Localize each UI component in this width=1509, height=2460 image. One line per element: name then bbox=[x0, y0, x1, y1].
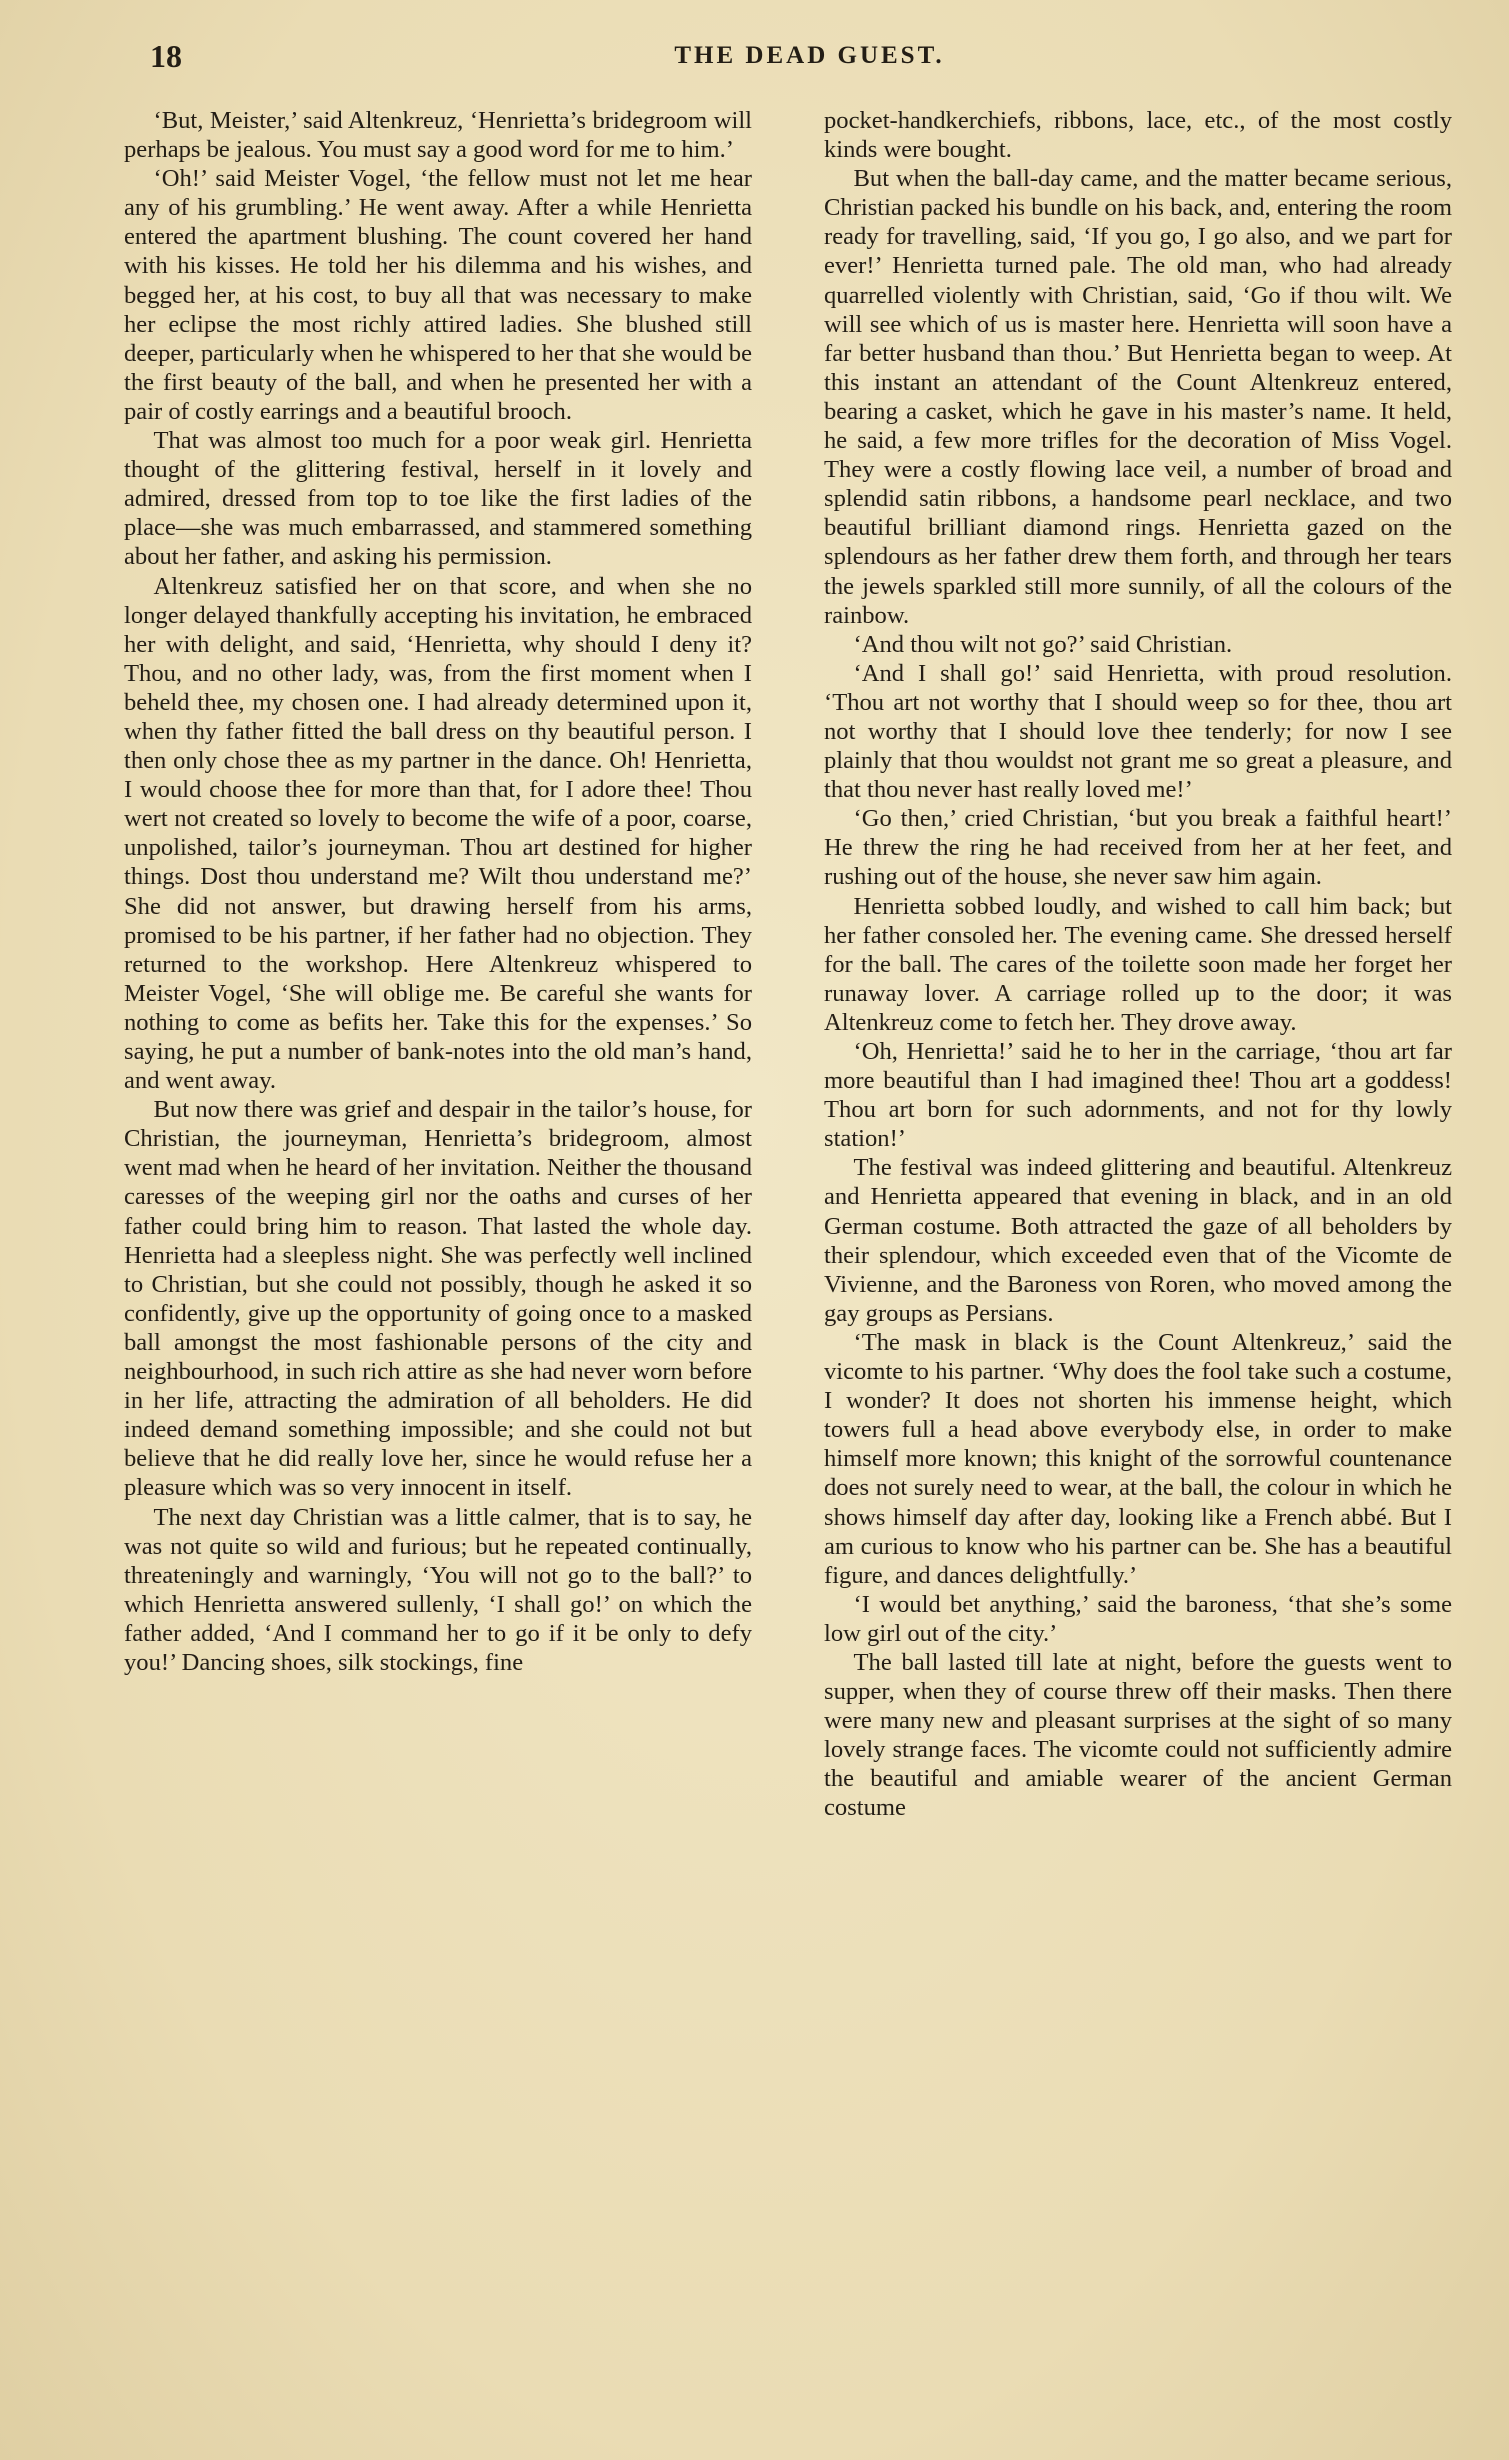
paragraph: ‘Oh!’ said Meister Vogel, ‘the fellow must not let me hear any of his grumbling.’ He went away. After a while Henrietta entered the apartment blushing. The count covered her hand with his kisses. He told her his dilemma and his wishes, and begged her, at his cost, to buy all that was necessary to make her eclipse the most richly attired ladies. She blushed still deeper, particularly when he whispered to her that she would be the first beauty of the ball, and when he presented her with a pair of costly earrings and a beautiful brooch. bbox=[124, 165, 752, 425]
right-column bbox=[824, 106, 1452, 1823]
paragraph: ‘I would bet anything,’ said the baroness, ‘that she’s some low girl out of the city.’ bbox=[824, 1590, 1452, 1647]
paragraph: The next day Christian was a little calmer, that is to say, he was not quite so wild and furious; but he repeated continually, threateningly and warningly, ‘You will not go to the ball?’ to which Henrietta answered sullenly, ‘I shall go!’ on which the father added, ‘And I command her to go if it be only to defy you!’ Dancing shoes, silk stockings, fine bbox=[124, 1503, 752, 1676]
paragraph: That was almost too much for a poor weak girl. Henrietta thought of the glittering festival, herself in it lovely and admired, dressed from top to toe like the first ladies of the place—she was much embarrassed, and stammered something about her father, and asking his permission. bbox=[124, 427, 752, 571]
paragraph: ‘Oh, Henrietta!’ said he to her in the carriage, ‘thou art far more beautiful than I had imagined thee! Thou art a goddess! Thou art born for such adornments, and not for thy lowly station!’ bbox=[824, 1038, 1452, 1153]
page-header bbox=[150, 38, 1469, 88]
paragraph: ‘The mask in black is the Count Altenkreuz,’ said the vicomte to his partner. ‘Why does the fool take such a costume, I wonder? It does not shorten his immense height, which towers full a head above everybody else, in order to make himself more known; this knight of the sorrowful countenance does not surely need to wear, at the ball, the colour in which he shows himself day after day, looking like a French abbé. But I am curious to know who his partner can be. She has a beautiful figure, and dances delightfully.’ bbox=[824, 1328, 1452, 1589]
left-column bbox=[124, 106, 752, 1677]
paragraph: ‘Go then,’ cried Christian, ‘but you break a faithful heart!’ He threw the ring he had received from her at her feet, and rushing out of the house, she never saw him again. bbox=[824, 805, 1452, 891]
paragraph: Henrietta sobbed loudly, and wished to call him back; but her father consoled her. The evening came. She dressed herself for the ball. The cares of the toilette soon made her forget her runaway lover. A carriage rolled up to the door; it was Altenkreuz come to fetch her. They drove away. bbox=[824, 892, 1452, 1036]
paragraph: Altenkreuz satisfied her on that score, and when she no longer delayed thankfully accepting his invitation, he embraced her with delight, and said, ‘Henrietta, why should I deny it? Thou, and no other lady, was, from the first moment when I beheld thee, my chosen one. I had already determined upon it, when thy father fitted the ball dress on thy beautiful person. I then only chose thee as my partner in the dance. Oh! Henrietta, I would choose thee for more than that, for I adore thee! Thou wert not created so lovely to become the wife of a poor, coarse, unpolished, tailor’s journeyman. Thou art destined for higher things. Dost thou understand me? Wilt thou understand me?’ She did not answer, but drawing herself from his arms, promised to be his partner, if her father had no objection. They returned to the workshop. Here Altenkreuz whispered to Meister Vogel, ‘She will oblige me. Be careful she wants for nothing to come as befits her. Take this for the expenses.’ So saying, he put a number of bank-notes into the old man’s hand, and went away. bbox=[124, 572, 752, 1095]
paragraph: ‘But, Meister,’ said Altenkreuz, ‘Henrietta’s bridegroom will perhaps be jealous. You must say a good word for me to him.’ bbox=[124, 107, 752, 164]
paragraph: But now there was grief and despair in the tailor’s house, for Christian, the journeyman, Henrietta’s bridegroom, almost went mad when he heard of her invitation. Neither the thousand caresses of the weeping girl nor the oaths and curses of her father could bring him to reason. That lasted the whole day. Henrietta had a sleepless night. She was perfectly well inclined to Christian, but she could not possibly, though he asked it so confidently, give up the opportunity of going once to a masked ball amongst the most fashionable persons of the city and neighbourhood, in such rich attire as she had never worn before in her life, attracting the admiration of all beholders. He did indeed demand something impossible; and she could not but believe that he did really love her, since he would refuse her a pleasure which was so very innocent in itself. bbox=[124, 1096, 752, 1502]
paragraph: But when the ball-day came, and the matter became serious, Christian packed his bundle on his back, and, entering the room ready for travelling, said, ‘If you go, I go also, and we part for ever!’ Henrietta turned pale. The old man, who had already quarrelled violently with Christian, said, ‘Go if thou wilt. We will see which of us is master here. Henrietta will soon have a far better husband than thou.’ But Henrietta began to weep. At this instant an attendant of the Count Altenkreuz entered, bearing a casket, which he gave in his master’s name. It held, he said, a few more trifles for the decoration of Miss Vogel. They were a costly flowing lace veil, a number of broad and splendid satin ribbons, a handsome pearl necklace, and two beautiful brilliant diamond rings. Henrietta gazed on the splendours as her father drew them forth, and through her tears the jewels sparkled still more sunnily, of all the colours of the rainbow. bbox=[824, 165, 1452, 629]
page-number: 18 bbox=[150, 38, 182, 74]
paragraph: ‘And I shall go!’ said Henrietta, with proud resolution. ‘Thou art not worthy that I should weep so for thee, thou art not worthy that I should love thee tenderly; for now I see plainly that thou wouldst not grant me so great a pleasure, and that thou never hast really loved me!’ bbox=[824, 659, 1452, 804]
paragraph: The festival was indeed glittering and beautiful. Altenkreuz and Henrietta appeared that evening in black, and in an old German costume. Both attracted the gaze of all beholders by their splendour, which exceeded even that of the Vicomte de Vivienne, and the Baroness von Roren, who moved among the gay groups as Persians. bbox=[824, 1154, 1452, 1327]
paragraph: pocket-handkerchiefs, ribbons, lace, etc., of the most costly kinds were bought. bbox=[824, 107, 1452, 164]
paragraph: The ball lasted till late at night, before the guests went to supper, when they of course threw off their masks. Then there were many new and pleasant surprises at the sight of so many lovely strange faces. The vicomte could not sufficiently admire the beautiful and amiable wearer of the ancient German costume bbox=[824, 1648, 1452, 1822]
paragraph: ‘And thou wilt not go?’ said Christian. bbox=[853, 630, 1233, 658]
running-title: THE DEAD GUEST. bbox=[674, 42, 945, 69]
